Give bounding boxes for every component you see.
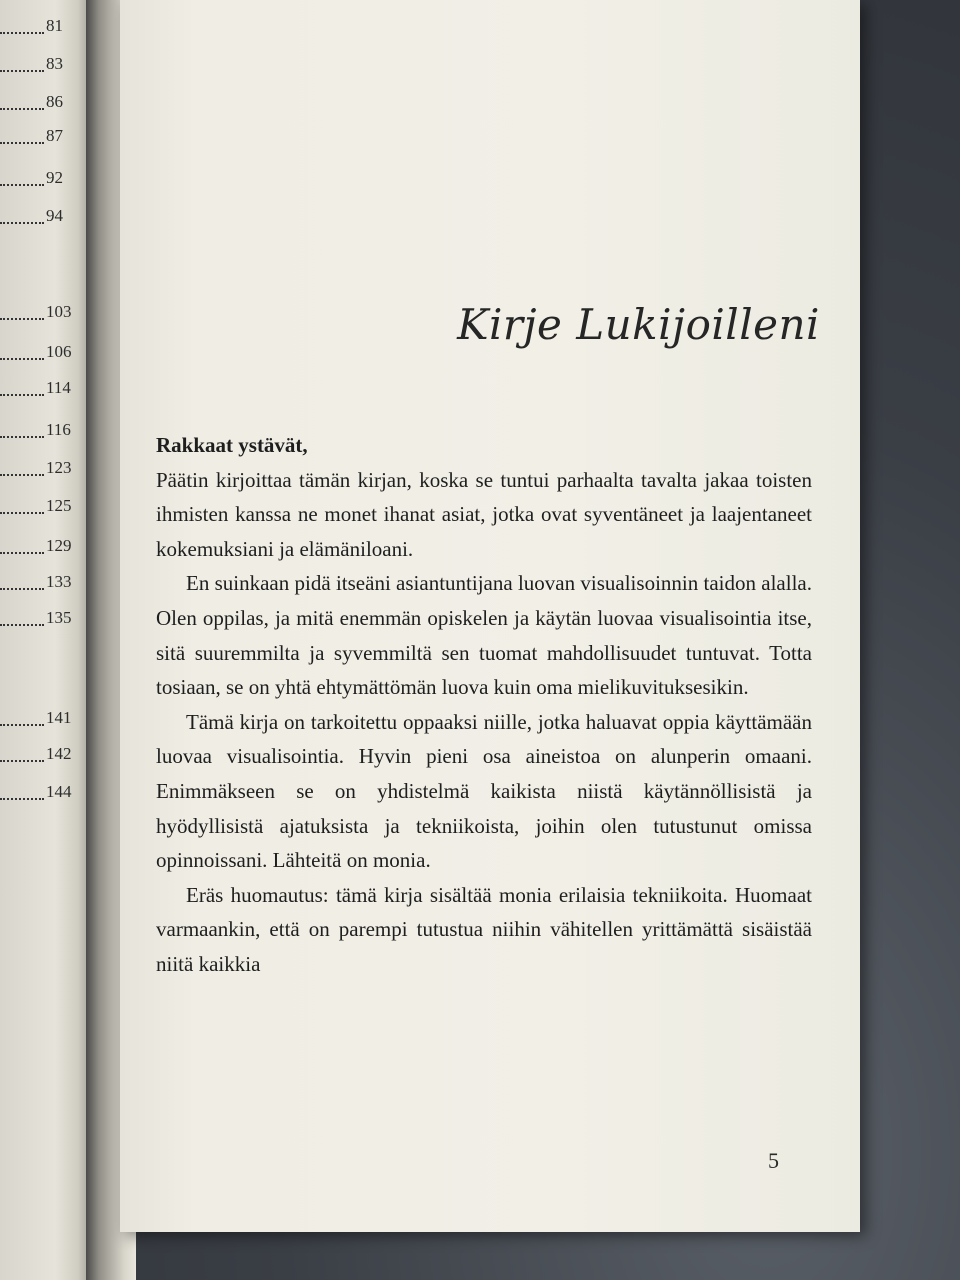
toc-page-number: 83: [0, 52, 88, 80]
toc-page-number: 129: [0, 534, 88, 562]
toc-page-number: 142: [0, 742, 88, 770]
toc-page-number: 114: [0, 376, 88, 404]
toc-page-number: 92: [0, 166, 88, 194]
salutation: Rakkaat ystävät,: [156, 433, 308, 457]
toc-page-number: 81: [0, 14, 88, 42]
toc-page-number: 86: [0, 90, 88, 118]
paragraph: Eräs huomautus: tämä kirja sisältää monia erilaisia tekniikoita. Huomaat varmaankin, että on parempi tutustua niihin vähitellen yrittämättä sisäistää niitä kaikkia: [156, 882, 812, 976]
toc-page-number: 144: [0, 780, 88, 808]
toc-page-number: 103: [0, 300, 88, 328]
toc-page-number: 94: [0, 204, 88, 232]
paragraph: Päätin kirjoittaa tämän kirjan, koska se tuntui parhaalta tavalta jakaa toisten ihmisten kanssa ne monet ihanat asiat, jotka ovat syventäneet ja laajentaneet kokemuksiani ja elämäniloani.: [156, 467, 812, 561]
toc-page-number: 125: [0, 494, 88, 522]
toc-page-number: 133: [0, 570, 88, 598]
previous-page-toc: [0, 0, 92, 1280]
toc-page-number: 87: [0, 124, 88, 152]
chapter-title: Kirje Lukijoilleni: [457, 300, 820, 349]
paragraph: En suinkaan pidä itseäni asiantuntijana luovan visualisoinnin taidon alalla. Olen oppilas, ja mitä enemmän opiskelen ja käytän luovaa visualisointia itse, sitä suuremmilta ja syvemmiltä sen tuomat mahdollisuudet tuntuvat. Totta tosiaan, se on yhtä ehtymättömän luova kuin oma mielikuvituksesikin.: [156, 571, 812, 700]
toc-page-number: 106: [0, 340, 88, 368]
paragraph: Tämä kirja on tarkoitettu oppaaksi niille, jotka haluavat oppia käyttämään luovaa visualisointia. Hyvin pieni osa aineistoa on alunperin omaani. Enimmäkseen se on yhdistelmä kaikista niistä käytännöllisistä ja hyödyllisistä ajatuksista ja tekniikoista, joihin olen tutustunut omissa opinnoissani. Lähteitä on monia.: [156, 709, 812, 873]
toc-page-number: 141: [0, 706, 88, 734]
toc-page-number: 116: [0, 418, 88, 446]
toc-page-number: 135: [0, 606, 88, 634]
body-text: [156, 428, 812, 982]
page-number: 5: [768, 1148, 779, 1173]
toc-page-number: 123: [0, 456, 88, 484]
